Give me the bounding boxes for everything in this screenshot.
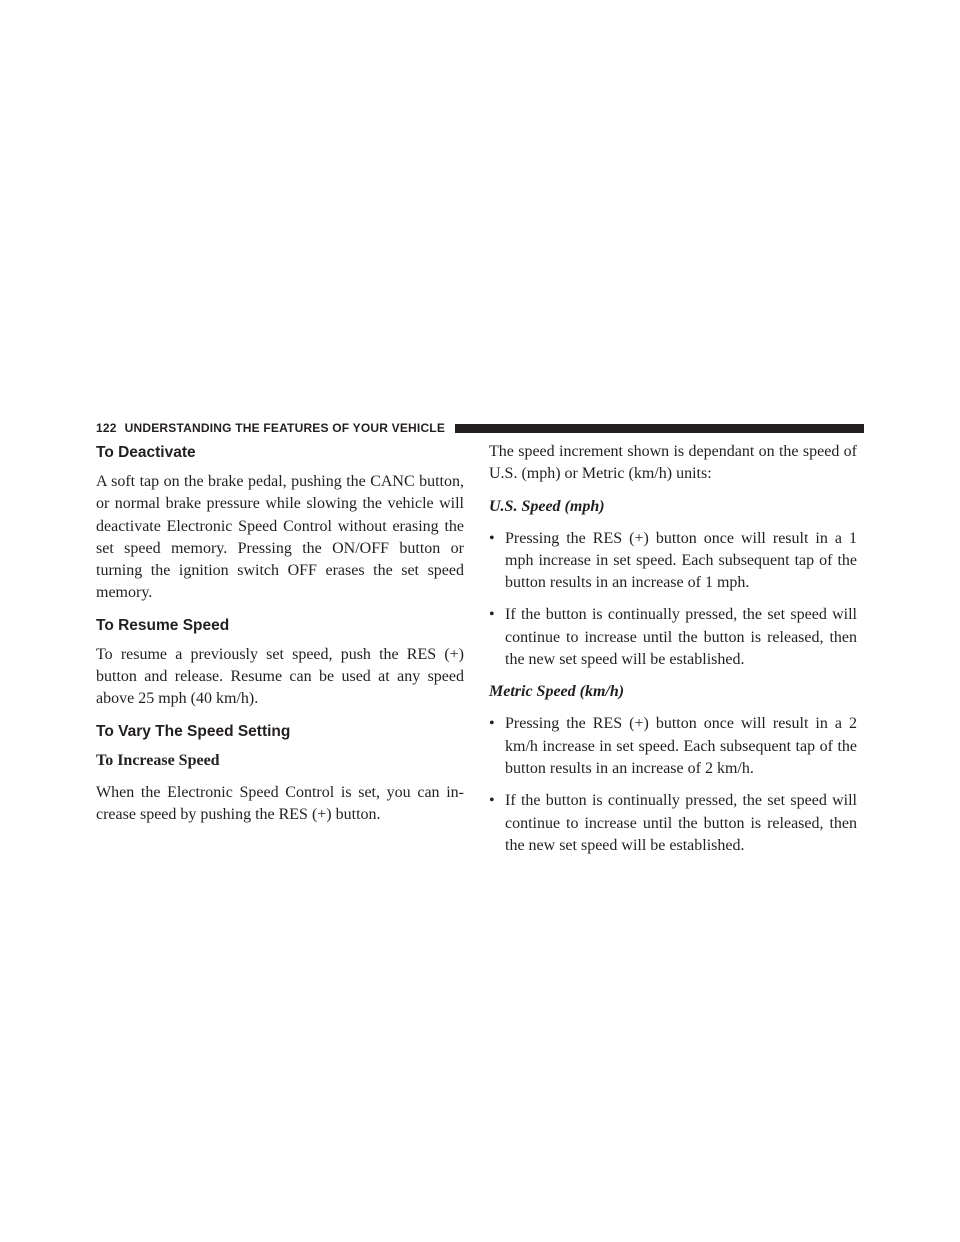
bullet-text: If the button is continually pressed, the set speed will continue to increase until the button is released, then the new set speed will be established.: [505, 606, 857, 669]
left-column: [96, 441, 464, 826]
paragraph-resume: To resume a previously set speed, push the RES (+) button and release. Resume can be used at any speed above 25 mph (40 km/h).: [96, 645, 464, 708]
paragraph-deactivate: A soft tap on the brake pedal, pushing the CANC button, or normal brake pressure while slowing the vehicle will deactivate Electronic Speed Control without erasing the set speed memory. Pressing the ON/OFF button or turning the ignition switch OFF erases the set speed memory.: [96, 473, 464, 602]
heading-to-deactivate: To Deactivate: [96, 444, 196, 461]
page-header: [96, 417, 864, 439]
bullet-icon: •: [489, 529, 495, 547]
bullet-icon: •: [489, 792, 495, 810]
subheading-metric-speed: Metric Speed (km/h): [489, 683, 625, 701]
subheading-to-increase-speed: To Increase Speed: [96, 751, 220, 769]
heading-to-vary-speed: To Vary The Speed Setting: [96, 722, 291, 740]
header-rule: [455, 424, 864, 433]
paragraph-increment-intro: The speed increment shown is dependant on the speed of U.S. (mph) or Metric (km/h) units:: [489, 443, 857, 483]
paragraph-increase: When the Electronic Speed Control is set, you can in-crease speed by pushing the RES (+) button.: [96, 783, 464, 823]
right-column: [489, 441, 857, 857]
page-number: 122: [96, 421, 117, 435]
bullet-text: Pressing the RES (+) button once will result in a 1 mph increase in set speed. Each subsequent tap of the button results in an increase of 1 mph.: [505, 529, 857, 592]
bullet-text: If the button is continually pressed, the set speed will continue to increase until the button is released, then the new set speed will be established.: [505, 792, 857, 854]
list-item: [489, 604, 857, 671]
running-title: UNDERSTANDING THE FEATURES OF YOUR VEHICLE: [124, 421, 446, 435]
bullet-icon: •: [489, 606, 495, 624]
list-item: [489, 790, 857, 857]
bullet-text: Pressing the RES (+) button once will result in a 2 km/h increase in set speed. Each subsequent tap of the button results in an increase of 2 km/h.: [505, 715, 857, 777]
list-item: [489, 713, 857, 780]
list-item: [489, 528, 857, 595]
bullet-icon: •: [489, 715, 495, 733]
subheading-us-speed: U.S. Speed (mph): [489, 497, 605, 515]
heading-to-resume-speed: To Resume Speed: [96, 616, 230, 634]
